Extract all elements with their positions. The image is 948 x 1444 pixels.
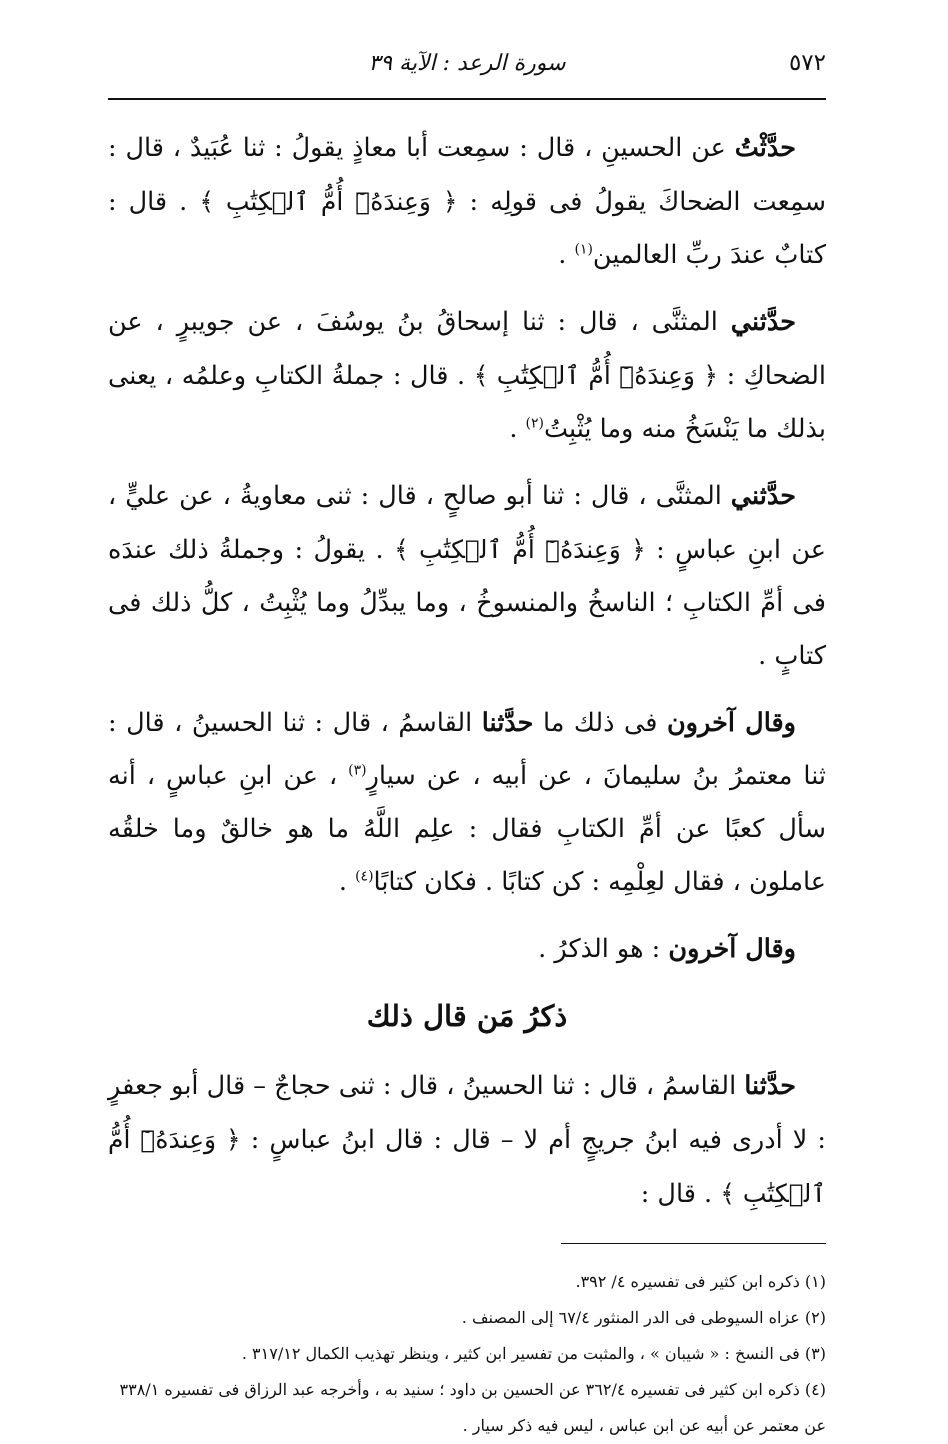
footnote-marker: (٢) xyxy=(525,415,544,432)
book-page xyxy=(108,50,826,1444)
section-heading: ذكرُ مَن قال ذلك xyxy=(366,999,568,1033)
footnote: (٢) عزاه السيوطى فى الدر المنثور ٦٧/٤ إلى المصنف . xyxy=(461,1308,826,1327)
paragraph xyxy=(108,122,826,282)
header-rule xyxy=(108,98,826,100)
quran-verse: ﴿ وَعِندَهُۥٓ أُمُّ ٱلۡكِتَٰبِ ﴾ xyxy=(473,361,719,390)
text-segment: فى ذلك ما xyxy=(533,708,667,738)
text-segment: ، عن ابنِ عباسٍ ، أنه سأل كعبًا عن أمِّ الكتابِ فقال : علِم اللَّهُ ما هو خالقٌ وما خلقُه عاملون ، فقال لعِلْمِه : كن كتابًا . فكان كتابًا xyxy=(108,761,826,897)
main-text xyxy=(108,122,826,1221)
paragraph xyxy=(108,296,826,456)
quran-verse: ﴿ وَعِندَهُۥٓ أُمُّ ٱلۡكِتَٰبِ ﴾ xyxy=(108,1125,826,1208)
footnote: (٤) ذكره ابن كثير فى تفسيره ٣٦٢/٤ عن الحسين بن داود ؛ سنيد به ، وأخرجه عبد الرزاق فى تفسيره ٣٣٨/١ عن معتمر عن أبيه عن ابن عباس ، ليس فيه ذكر سيار . xyxy=(119,1380,826,1435)
paragraph-lead: وقال آخرون xyxy=(666,708,796,738)
footnote-marker: (٣) xyxy=(348,762,367,779)
final-paragraph xyxy=(108,1060,826,1221)
text-segment: المثنَّى ، قال : ثنا إسحاقُ بنُ يوسُفَ ، عن جويبرٍ ، عن الضحاكِ : xyxy=(108,307,826,391)
paragraph xyxy=(108,697,826,909)
footnotes xyxy=(108,1264,826,1444)
footnote-marker: (١) xyxy=(574,241,593,258)
text-segment: . قال : جملةُ الكتابِ وعلمُه ، يعنى بذلك ما يَنْسَخُ منه وما يُثْبِتُ xyxy=(108,361,826,444)
footnote-rule xyxy=(561,1243,826,1244)
footnote-marker: (٤) xyxy=(355,868,374,885)
paragraph-list xyxy=(108,122,826,976)
text-segment: عن الحسينِ ، قال : سمِعت أبا معاذٍ يقولُ : ثنا عُبَيدٌ ، قال : سمِعت الضحاكَ يقولُ فى قولِه : xyxy=(108,133,826,217)
text-segment: : هو الذكرُ . xyxy=(538,934,669,964)
text-segment: القاسمُ ، قال : ثنا الحسينُ ، قال : ثنى حجاجٌ – قال أبو جعفرٍ : لا أدرى فيه ابنُ جريجٍ أم لا – قال : قال ابنُ عباسٍ : xyxy=(108,1071,826,1155)
footnote: (٣) فى النسخ : « شيبان » ، والمثبت من تفسير ابن كثير ، وينظر تهذيب الكمال ٣١٧/١٢ . xyxy=(241,1344,826,1363)
quran-verse: ﴿ وَعِندَهُۥٓ أُمُّ ٱلۡكِتَٰبِ ﴾ xyxy=(199,187,458,216)
paragraph-lead: وقال آخرون xyxy=(668,934,796,964)
running-head xyxy=(108,50,826,94)
paragraph-lead: حدَّثني xyxy=(730,481,796,511)
paragraph xyxy=(108,923,826,976)
paragraph-lead: حدَّثني xyxy=(730,307,796,337)
text-segment: القاسمُ ، قال : ثنا الحسينُ ، قال : ثنا معتمرُ بنُ سليمانَ ، عن أبيه ، عن سيارٍ xyxy=(108,708,826,791)
text-segment: . xyxy=(558,240,575,270)
page-number: ٥٧٢ xyxy=(788,50,826,76)
sura-title: سورة الرعد : الآية ٣٩ xyxy=(368,51,566,76)
text-segment: . يقولُ : وجملةُ ذلك عندَه فى أمِّ الكتابِ ؛ الناسخُ والمنسوخُ ، وما يبدِّلُ وما يُثْبِتُ ، كلُّ ذلك فى كتابٍ . xyxy=(108,535,826,671)
quran-verse: ﴿ وَعِندَهُۥٓ أُمُّ ٱلۡكِتَٰبِ ﴾ xyxy=(394,535,646,564)
text-segment: . xyxy=(509,414,526,444)
text-segment: المثنَّى ، قال : ثنا أبو صالحٍ ، قال : ثنى معاويةُ ، عن عليٍّ ، عن ابنِ عباسٍ : xyxy=(108,481,826,565)
paragraph-lead: حدَّثنا xyxy=(744,1071,796,1101)
paragraph-lead: حدَّثْتُ xyxy=(734,133,796,163)
paragraph xyxy=(108,470,826,683)
text-segment: . xyxy=(338,867,356,897)
bold-text: حدَّثنا xyxy=(481,708,534,738)
text-segment: . قال : كتابٌ عندَ ربِّ العالمين xyxy=(108,187,826,270)
footnote: (١) ذكره ابن كثير فى تفسيره ٤/ ٣٩٢. xyxy=(575,1272,826,1291)
text-segment: . قال : xyxy=(640,1179,721,1209)
